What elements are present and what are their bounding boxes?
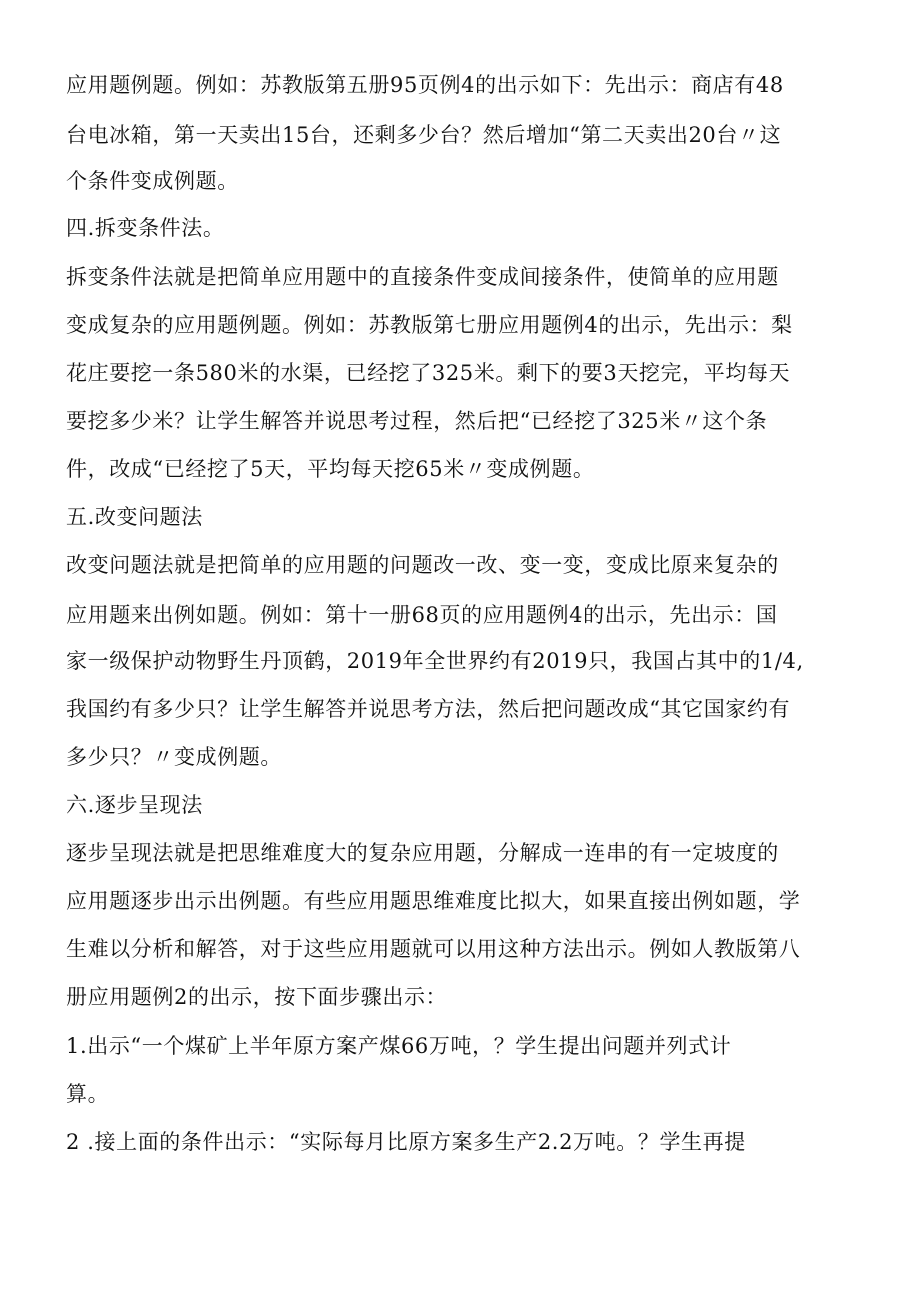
text-line: 逐步呈现法就是把思维难度大的复杂应用题，分解成一连串的有一定坡度的: [66, 841, 779, 865]
text-line: 件，改成“已经挖了5天，平均每天挖65米〃变成例题。: [66, 457, 595, 481]
list-item: 1.出示“一个煤矿上半年原方案产煤66万吨，？学生提出问题并列式计: [66, 1034, 732, 1058]
section-heading: 六.逐步呈现法: [66, 793, 203, 817]
text-line: 应用题来出例如题。例如：第十一册68页的应用题例4的出示，先出示：国: [66, 603, 778, 627]
text-line: 我国约有多少只？让学生解答并说思考方法，然后把问题改成“其它国家约有: [66, 697, 791, 721]
text-line: 改变问题法就是把简单的应用题的问题改一改、变一变，变成比原来复杂的: [66, 553, 779, 577]
text-line: 花庄要挖一条580米的水渠，已经挖了325米。剩下的要3天挖完，平均每天: [66, 361, 791, 385]
list-item: 2 .接上面的条件出示：“实际每月比原方案多生产2.2万吨。？学生再提: [66, 1130, 746, 1154]
text-line: 个条件变成例题。: [66, 169, 239, 193]
section-heading: 五.改变问题法: [66, 505, 203, 529]
text-line: 应用题逐步出示出例题。有些应用题思维难度比拟大，如果直接出例如题，学: [66, 889, 801, 913]
text-line: 应用题例题。例如：苏教版第五册95页例4的出示如下：先出示：商店有48: [66, 73, 784, 97]
text-line: 台电冰箱，第一天卖出15台，还剩多少台？然后增加“第二天卖出20台〃这: [66, 123, 782, 147]
text-line: 变成复杂的应用题例题。例如：苏教版第七册应用题例4的出示，先出示：梨: [66, 313, 793, 337]
text-line: 算。: [66, 1082, 110, 1106]
text-line: 册应用题例2的出示，按下面步骤出示：: [66, 985, 448, 1009]
text-line: 生难以分析和解答，对于这些应用题就可以用这种方法出示。例如人教版第八: [66, 937, 801, 961]
text-line: 家一级保护动物野生丹顶鹤，2019年全世界约有2019只，我国占其中的1/4,: [66, 649, 804, 673]
section-heading: 四.拆变条件法。: [66, 216, 225, 240]
text-line: 要挖多少米？让学生解答并说思考过程，然后把“已经挖了325米〃这个条: [66, 409, 768, 433]
text-line: 拆变条件法就是把简单应用题中的直接条件变成间接条件，使简单的应用题: [66, 265, 779, 289]
text-line: 多少只？〃变成例题。: [66, 745, 282, 769]
